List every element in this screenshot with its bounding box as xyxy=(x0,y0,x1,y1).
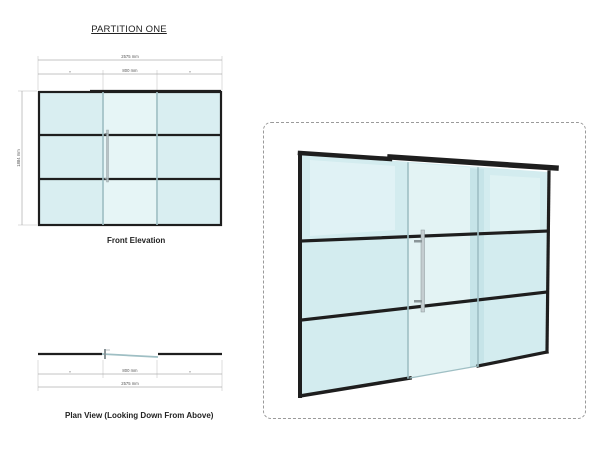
overall-width-label: 2575 mm xyxy=(121,54,139,59)
plan-right-marker: « xyxy=(189,370,191,374)
door-width-label: 800 mm xyxy=(122,68,138,73)
height-label: 1884 mm xyxy=(16,149,21,167)
plan-door-width-label: 800 mm xyxy=(122,368,138,373)
plan-left-marker: « xyxy=(69,370,71,374)
plan-view-caption: Plan View (Looking Down From Above) xyxy=(65,411,214,420)
front-elevation-caption: Front Elevation xyxy=(107,236,166,245)
plan-overall-width-label: 2575 mm xyxy=(121,381,139,386)
left-panel-marker: « xyxy=(69,70,71,74)
right-panel-marker: « xyxy=(189,70,191,74)
drawing-title: PARTITION ONE xyxy=(91,24,167,35)
